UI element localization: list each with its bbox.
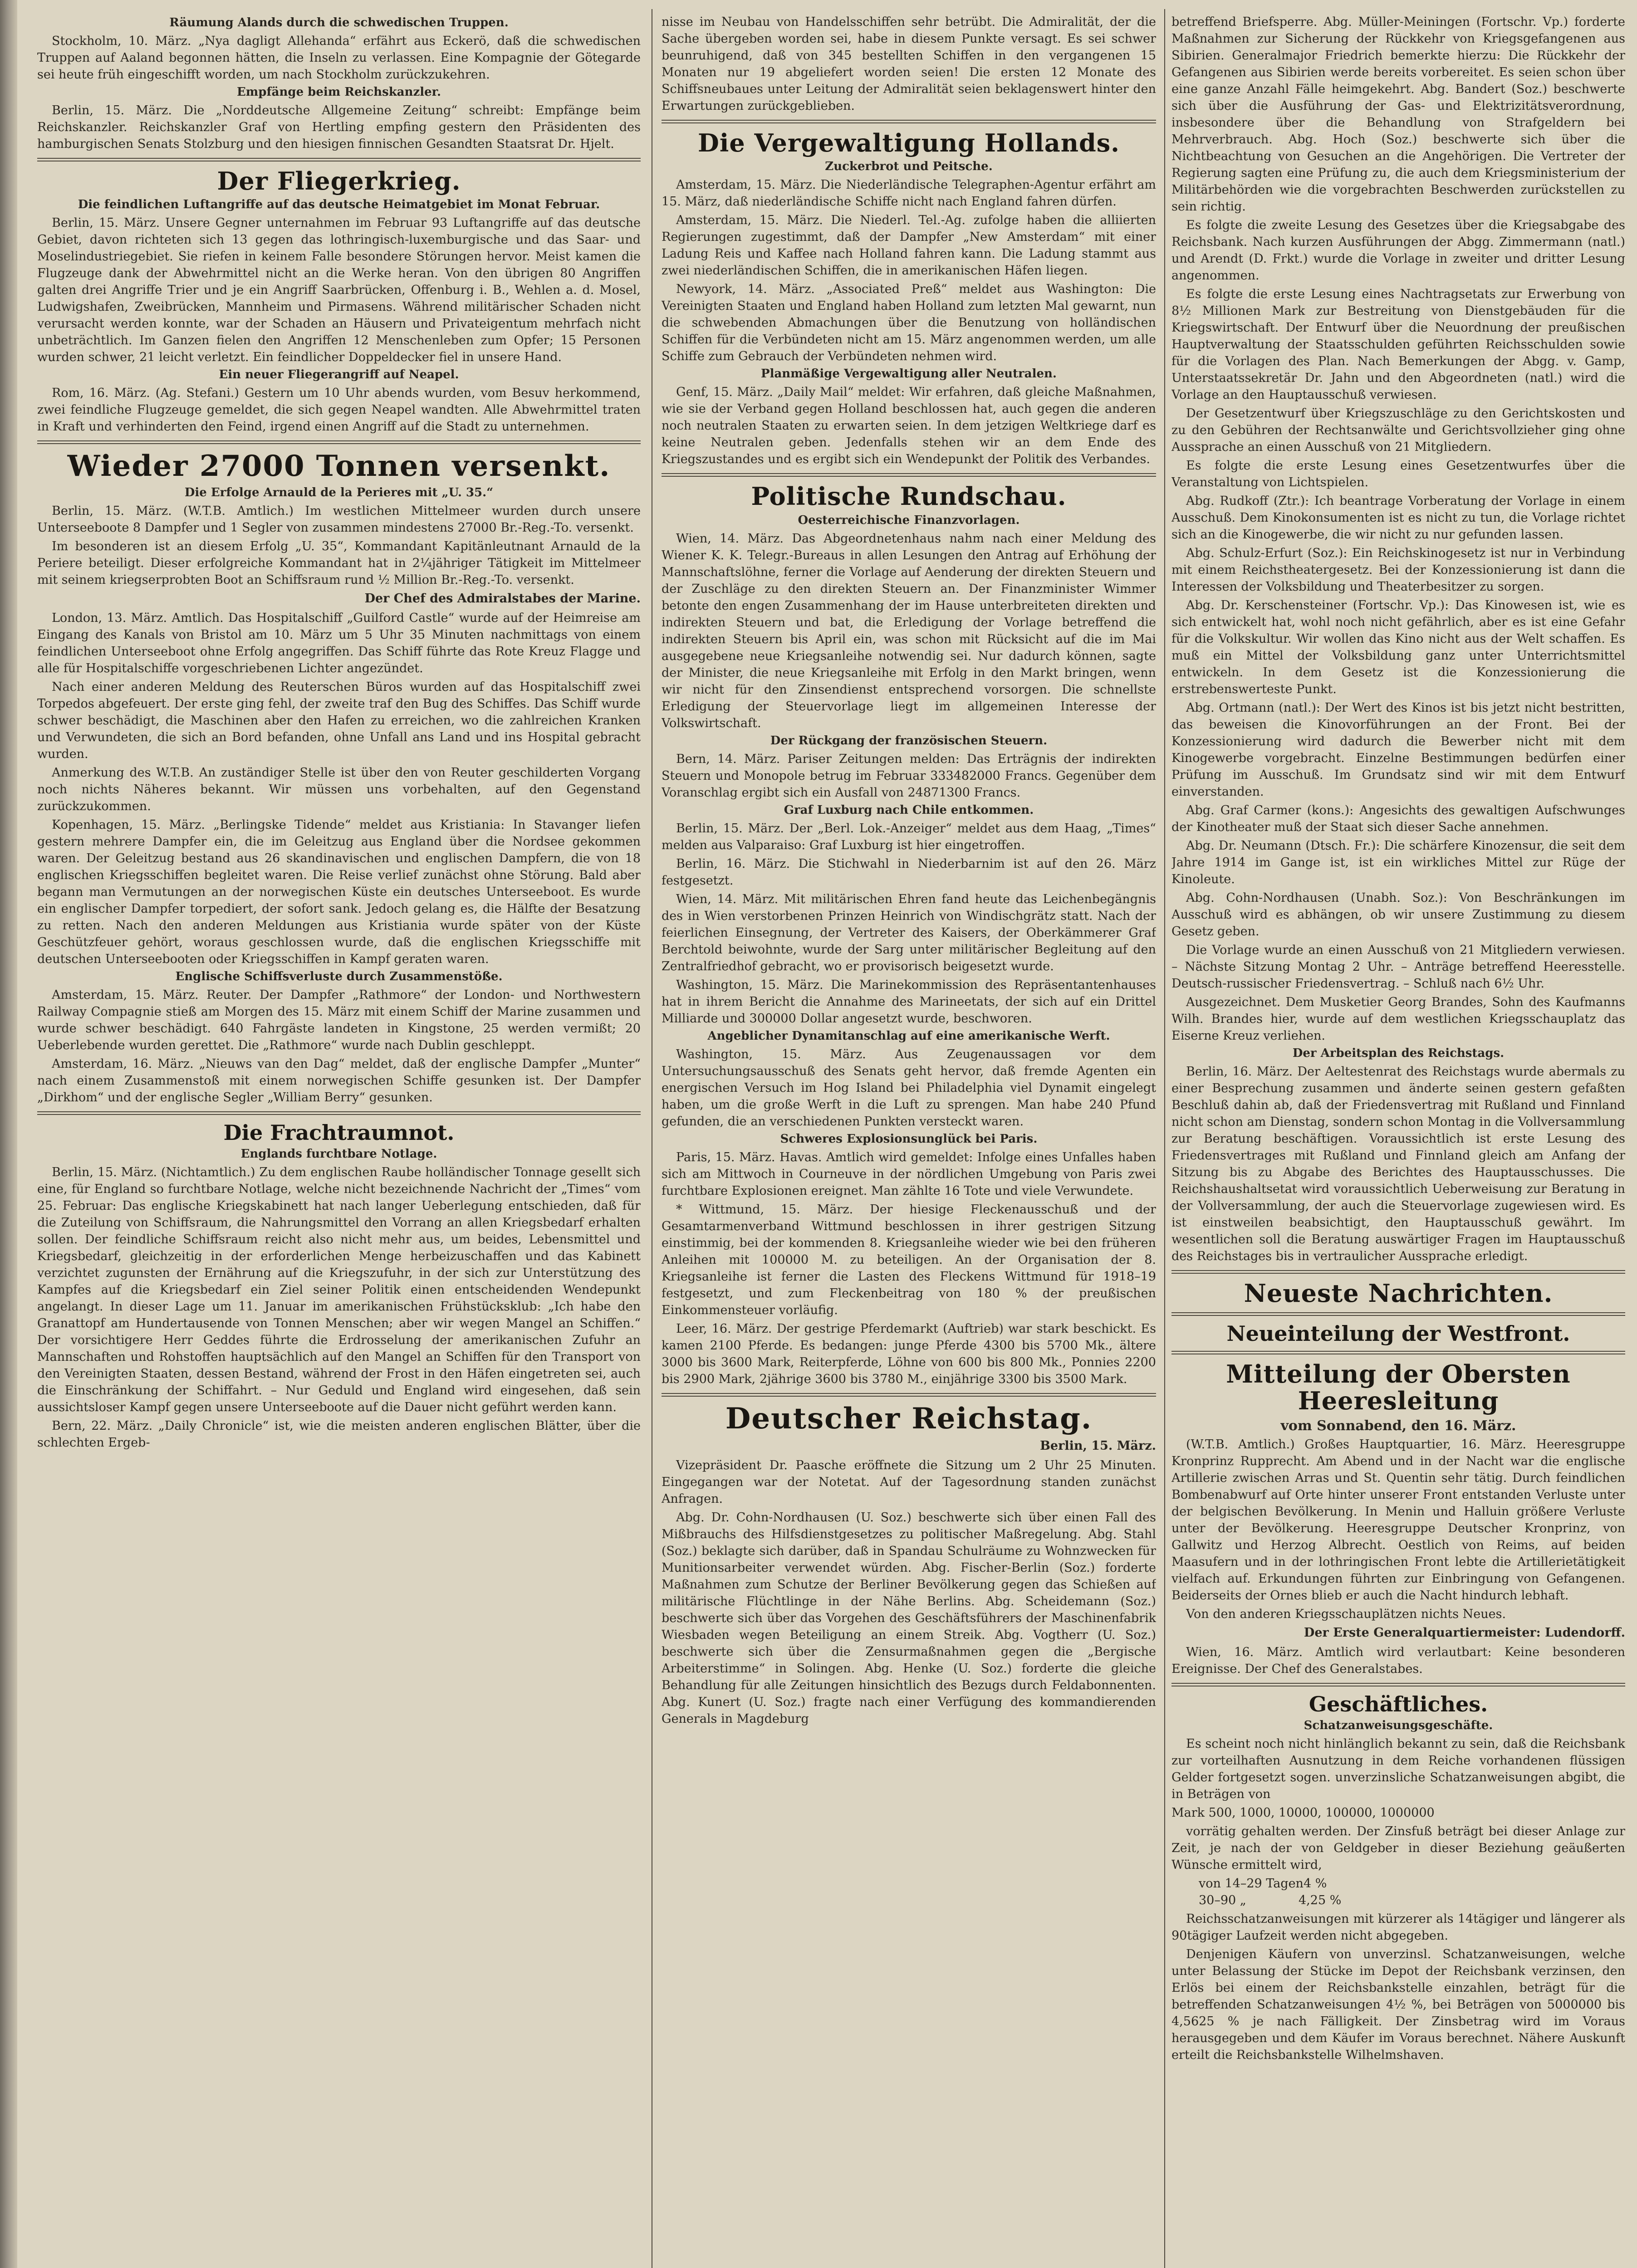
article-paragraph: Ausgezeichnet. Dem Musketier Georg Brandes, Sohn des Kaufmanns Wilh. Brandes hier, wurde auf dem westlichen Kriegsschauplatz das Eiserne Kreuz verliehen.: [1171, 995, 1625, 1043]
article-paragraph: Newyork, 14. März. „Associated Preß“ meldet aus Washington: Die Vereinigten Staaten und England haben Holland zum letzten Mal gewarnt, nun die schwebenden Abmachungen über die Benutzung von holländischen Schiffen für die Verbündeten nicht am 15. März angenommen werden, um alle Schiffe zum Gebrauch der Verbündeten nehmen wird.: [662, 282, 1156, 364]
section-divider: [37, 440, 641, 444]
article-paragraph: Von den anderen Kriegsschauplätzen nichts Neues.: [1186, 1607, 1506, 1621]
section-divider: [1171, 1683, 1625, 1686]
article-headline: Mitteilung der Obersten Heeresleitung: [1226, 1359, 1571, 1416]
article-headline: Die Vergewaltigung Hollands.: [698, 128, 1120, 157]
article-paragraph: Bern, 22. März. „Daily Chronicle“ ist, wie die meisten anderen englischen Blätter, über die schlechten Ergeb-: [37, 1419, 641, 1450]
article-subheading: Schatzanweisungsgeschäfte.: [1304, 1719, 1493, 1733]
article-paragraph: vorrätig gehalten werden. Der Zinsfuß beträgt bei dieser Anlage zur Zeit, je nach der von Geldgeber in dieser Beziehung geäußerten Wünsche ermittelt wird,: [1171, 1824, 1625, 1872]
article-paragraph: Es scheint noch nicht hinlänglich bekannt zu sein, daß die Reichsbank zur vorteilhaften Ausnutzung in dem Reiche vorhandenen flüssigen Gelder fortgesetzt sogen. unverzinsliche Schatzanweisungen abgibt, die in Beträgen von: [1171, 1737, 1625, 1802]
article-paragraph: Abg. Dr. Cohn-Nordhausen (U. Soz.) beschwerte sich über einen Fall des Mißbrauchs des Hilfsdienstgesetzes zu politischer Maßregelung. Abg. Stahl (Soz.) beklagte sich darüber, daß in Spandau Schulräume zu Wohnzwecken für Munitionsarbeiter verwendet würden. Abg. Fischer-Berlin (Soz.) forderte Maßnahmen zum Schutze der Berliner Bevölkerung gegen das Schießen auf militärische Flüchtlinge in der Nähe Berlins. Abg. Scheidemann (Soz.) beschwerte sich über das Vorgehen des Geschäftsführers der Maschinenfabrik Wiesbaden wegen Beteiligung an einem Streik. Abg. Vogtherr (U. Soz.) beschwerte sich über die Zensurmaßnahmen gegen die „Bergische Arbeiterstimme“ in Solingen. Abg. Henke (U. Soz.) forderte die gleiche Behandlung für alle Zeitungen hinsichtlich des Bezugs durch Feldabonnenten. Abg. Kunert (U. Soz.) fragte nach einer Verfügung des kommandierenden Generals in Magdeburg: [662, 1510, 1156, 1726]
article-paragraph: Amsterdam, 15. März. Die Niederländische Telegraphen-Agentur erfährt am 15. März, daß niederländische Schiffe nicht nach England fahren dürfen.: [662, 178, 1156, 209]
column-2: [662, 14, 1156, 2268]
article-subheading: Ein neuer Fliegerangriff auf Neapel.: [219, 368, 459, 382]
rate-term: von 14–29 Tagen: [1199, 1877, 1304, 1891]
article-paragraph: betreffend Briefsperre. Abg. Müller-Meiningen (Fortschr. Vp.) forderte Maßnahmen zur Sicherung der Rückkehr von Kriegsgefangenen aus Sibirien. Generalmajor Friedrich bemerkte hierzu: Die Rückkehr der Gefangenen aus Sibirien werde bereits vorbereitet. Es seien schon über eine ganze Anzahl Fälle heimgekehrt. Abg. Bandert (Soz.) beschwerte sich über die Ausführung der Gas- und Elektrizitätsverordnung, insbesondere über die Behandlung von Strafgeldern bei Mehrverbrauch. Abg. Hoch (Soz.) beschwerte sich über die Nichtbeachtung von Gesuchen an die Angehörigen. Die Vertreter der Regierung sagten eine Prüfung zu, die auch dem Kriegsministerium der Militärbehörden wie die vorgebrachten Beschwerden zurückstellen zu sein richtig.: [1171, 15, 1625, 214]
article-paragraph: Wien, 14. März. Mit militärischen Ehren fand heute das Leichenbegängnis des in Wien verstorbenen Prinzen Heinrich von Windischgrätz statt. Nach der feierlichen Einsegnung, der Vertreter des Kaisers, der Oberkämmerer Graf Berchtold beiwohnte, wurde der Sarg unter militärischer Begleitung auf den Zentralfriedhof gebracht, wo er provisorisch beigesetzt wurde.: [662, 892, 1156, 973]
interest-rate-row: [1199, 1892, 1625, 1909]
article-paragraph: Es folgte die erste Lesung eines Nachtragsetats zur Erwerbung von 8½ Millionen Mark zur Bestreitung von Dienstgebäuden für die Kriegswirtschaft. Der Entwurf über die Neuordnung der preußischen Hauptverwaltung der Staatsschulden geführten Reichsschulden sowie für die Vorlagen des Plan. Nach Bemerkungen der Abgg. v. Gamp, Unterstaatssekretär Dr. Jahn und den Abgeordneten (natl.) wird die Vorlage an den Hauptausschuß verwiesen.: [1171, 287, 1625, 402]
article-paragraph: Im besonderen ist an diesem Erfolg „U. 35“, Kommandant Kapitänleutnant Arnauld de la Periere beteiligt. Dieser erfolgreiche Kommandant hat in 2¼jähriger Tätigkeit im Mittelmeer mit seinem kriegserprobten Boot an Schiffsraum rund ½ Million Br.-Reg.-To. versenkt.: [37, 539, 641, 587]
article-paragraph: Berlin, 15. März. (Nichtamtlich.) Zu dem englischen Raube holländischer Tonnage gesellt sich eine, für England so furchtbare Notlage, welche nicht bezeichnende Nachricht der „Times“ vom 25. Februar: Das englische Kriegskabinett hat nach langer Ueberlegung entschieden, daß für die Zuteilung von Schiffsraum, die Nahrungsmittel den Vorrang an allen Kriegsbedarf erhalten sollen. Der feindliche Schiffsraum reicht also nicht mehr aus, um beides, Lebensmittel und Kriegsbedarf, gleichzeitig in der erforderlichen Menge herbeizuschaffen und das Kabinett verzichtet zugunsten der Ernährung auf die Kriegszufuhr, in der sich zur Unterstützung des Kampfes auf die Kriegsbedarf ein Ziel seiner Politik einen entscheidenden Wendepunkt angelangt. In dieser Lage um 11. Januar im amerikanischen Frühstücksklub: „Ich habe den Granattopf am Hundertausende von Tonnen Menschen; aber wir wegen Mangel an Schiffen.“ Der vorsichtigere Herr Geddes führte die Erdrosselung der amerikanischen Zufuhr an Mannschaften und Rohstoffen hauptsächlich auf den Mangel an Schiffen für den Transport von den Vereinigten Staaten, dessen Bestand, während der Frost in den Häfen eingetreten sei, auch die Einschränkung der Schiffahrt. – Nur Geduld und England wird eingesehen, daß sein aussichtsloser Kampf gegen unsere Unterseeboote auf die Dauer nicht geführt werden kann.: [37, 1165, 641, 1415]
article-paragraph: Berlin, 15. März. Der „Berl. Lok.-Anzeiger“ meldet aus dem Haag, „Times“ melden aus Valparaiso: Graf Luxburg ist hier eingetroffen.: [662, 821, 1156, 852]
article-paragraph: Berlin, 15. März. Unsere Gegner unternahmen im Februar 93 Luftangriffe auf das deutsche Gebiet, davon richteten sich 13 gegen das lothringisch-luxemburgische und das Saar- und Moselindustriegebiet. Sie riefen in keinem Falle besondere Störungen hervor. Meist kamen die Flugzeuge dank der Abwehrmittel nicht an die Werke heran. Von den übrigen 80 Angriffen galten drei Angriffe Trier und je ein Angriff Saarbrücken, Offenburg i. B., Wehlen a. d. Mosel, Ludwigshafen, Zweibrücken, Mannheim und Pirmasens. Während militärischer Schaden nicht verursacht werden konnte, war der Schaden an Häusern und Privateigentum mehrfach nicht unbeträchtlich. Im Ganzen fielen den Angriffen 12 Menschenleben zum Opfer; 15 Personen wurden schwer, 21 leicht verletzt. Ein feindlicher Doppeldecker fiel in unsere Hand.: [37, 216, 641, 365]
article-subheading: Der Arbeitsplan des Reichstags.: [1292, 1046, 1505, 1060]
article-subheading: Zuckerbrot und Peitsche.: [825, 160, 993, 174]
article-subheading: Die feindlichen Luftangriffe auf das deutsche Heimatgebiet im Monat Februar.: [78, 198, 600, 212]
article-paragraph: Leer, 16. März. Der gestrige Pferdemarkt (Auftrieb) war stark beschickt. Es kamen 2100 Pferde. Es bedangen: junge Pferde 4300 bis 5700 Mk., ältere 3000 bis 3600 Mark, Reiterpferde, Löhne von 600 bis 800 Mk., Ponnies 2200 bis 2900 Mark, 2jährige 3600 bis 3780 M., einjährige 3300 bis 3500 Mark.: [662, 1321, 1156, 1386]
article-paragraph: Washington, 15. März. Aus Zeugenaussagen vor dem Untersuchungsausschuß des Senats geht hervor, daß fremde Agenten ein energischen Versuch im Hog Island bei Philadelphia viel Dynamit eingelegt haben, um die große Werft in die Luft zu sprengen. Man habe 240 Pfund gefunden, die an verschiedenen Punkten versteckt waren.: [662, 1047, 1156, 1129]
article-paragraph: nisse im Neubau von Handelsschiffen sehr betrübt. Die Admiralität, der die Sache übergeben worden sei, habe in diesem Punkte versagt. Es sei schwer beunruhigend, daß von 345 bestellten Schiffen in den vergangenen 15 Monaten nur 19 abgeliefert worden seien! Die ersten 12 Monate des Schiffsneubaues unter Leitung der Admiralität seien beklagenswert hinter den Erwartungen zurückgeblieben.: [662, 15, 1156, 113]
interest-rate-table: [1199, 1875, 1625, 1909]
article-subheading: Der Rückgang der französischen Steuern.: [770, 733, 1048, 748]
article-paragraph: Paris, 15. März. Havas. Amtlich wird gemeldet: Infolge eines Unfalles haben sich am Mittwoch in Courneuve in der nördlichen Umgebung von Paris zwei furchtbare Explosionen ereignet. Man zählte 16 Tote und viele Verwundete.: [662, 1150, 1156, 1198]
article-headline: Neueinteilung der Westfront.: [1226, 1321, 1570, 1346]
article-paragraph: Amsterdam, 15. März. Reuter. Der Dampfer „Rathmore“ der London- und Northwestern Railway Compagnie stieß am Morgen des 15. März mit einem Schiff der Marine zusammen und wurde schwer beschädigt. 640 Fahrgäste landeten in Kingstone, 25 werden vermißt; 20 Ueberlebende wurden gerettet. Die „Rathmore“ wurde nach Dublin geschleppt.: [37, 987, 641, 1052]
article-headline: Neueste Nachrichten.: [1244, 1279, 1553, 1308]
article-subheading: Die Erfolge Arnauld de la Perieres mit „U. 35.“: [184, 485, 494, 499]
article-subheading: Schweres Explosionsunglück bei Paris.: [780, 1132, 1038, 1146]
article-subheading: Räumung Alands durch die schwedischen Truppen.: [169, 16, 509, 29]
article-paragraph: Der Gesetzentwurf über Kriegszuschläge zu den Gerichtskosten und zu den Gebühren der Rechtsanwälte und Gerichtsvollzieher ging ohne Aussprache an einen Ausschuß von 21 Mitgliedern.: [1171, 406, 1625, 454]
article-kicker: vom Sonnabend, den 16. März.: [1280, 1418, 1516, 1434]
book-binding-edge: [0, 0, 17, 2268]
article-paragraph: London, 13. März. Amtlich. Das Hospitalschiff „Guilford Castle“ wurde auf der Heimreise am Eingang des Kanals von Bristol am 10. März um 5 Uhr 35 Minuten nachmittags von einem feindlichen Unterseeboot ohne Erfolg angegriffen. Das Schiff führte das Rote Kreuz Flagge und alle für Hospitalschiffe vorgeschriebenen Lichter angezündet.: [37, 611, 641, 675]
article-paragraph: (W.T.B. Amtlich.) Großes Hauptquartier, 16. März. Heeresgruppe Kronprinz Rupprecht. Am Abend und in der Nacht war die englische Artillerie zwischen Arras und St. Quentin sehr tätig. Durch feindlichen Bombenabwurf auf Orte hinter unserer Front entstanden Verluste unter der belgischen Bevölkerung. In Menin und Halluin größere Verluste unter der Bevölkerung. Heeresgruppe Deutscher Kronprinz, von Gallwitz und Herzog Albrecht. Oestlich von Reims, auf beiden Maasufern und in der lothringischen Front lebte die Artillerietätigkeit vielfach auf. Erkundungen führten zur Einbringung von Gefangenen. Beiderseits der Ornes blieb er auch die Nacht hindurch lebhaft.: [1171, 1437, 1625, 1603]
article-paragraph: Berlin, 16. März. Die Stichwahl in Niederbarnim ist auf den 26. März festgesetzt.: [662, 856, 1156, 888]
article-paragraph: Abg. Rudkoff (Ztr.): Ich beantrage Vorberatung der Vorlage in einem Ausschuß. Dem Kinokonsumenten ist es nicht zu tun, die Vorlage richtet sich an die Kinogewerbe, die wir nicht zu nur gefunden lassen.: [1171, 494, 1625, 542]
section-divider: [662, 473, 1156, 477]
article-paragraph: Reichsschatzanweisungen mit kürzerer als 14tägiger und längerer als 90tägiger Laufzeit werden nicht abgegeben.: [1171, 1912, 1625, 1943]
section-divider: [662, 120, 1156, 123]
article-paragraph: Berlin, 15. März. Die „Norddeutsche Allgemeine Zeitung“ schreibt: Empfänge beim Reichskanzler. Reichskanzler Graf von Hertling empfing gestern den Präsidenten des hamburgischen Senats Stolzburg und den hiesigen finnischen Gesandten Staatsrat Dr. Hjelt.: [37, 103, 641, 151]
article-paragraph: Denjenigen Käufern von unverzinsl. Schatzanweisungen, welche unter Belassung der Stücke im Depot der Reichsbank verzinsen, den Erlös bei einem der Reichsbankstelle einzahlen, beträgt für die betreffenden Schatzanweisungen 4½ %, bei Beträgen von 5000000 bis 4,5625 % je nach Fälligkeit. Der Zinsbetrag wird im Voraus herausgegeben und dem Käufer im Voraus berechnet. Nähere Auskunft erteilt die Reichsbankstelle Wilhelmshaven.: [1171, 1947, 1625, 2063]
section-divider: [1171, 1270, 1625, 1274]
article-paragraph: Wien, 14. März. Das Abgeordnetenhaus nahm nach einer Meldung des Wiener K. K. Telegr.-Bureaus in allen Lesungen den Antrag auf Erhöhung der Mannschaftslöhne, ferner die Vorlage auf Aenderung der direkten Steuern und der Zuschläge zu den direkten Steuern an. Der Finanzminister Wimmer betonte den engen Zusammenhang der im Hause unterbreiteten direkten und indirekten Steuern und bat, die Erledigung der Vorlage betreffend die indirekten Steuern bis April ein, was schon mit Rücksicht auf die im Mai ausgegebene neue Kriegsanleihe notwendig sei. Nur dadurch können, sagte der Minister, die neue Kriegsanleihe mit Erfolg in den Markt bringen, wenn wir nicht für den Zinsendienst entsprechend vorsorgen. Die schnellste Erledigung der Steuervorlage liegt im allgemeinen Interesse der Volkswirtschaft.: [662, 531, 1156, 730]
article-subheading: Planmäßige Vergewaltigung aller Neutralen.: [761, 367, 1057, 381]
article-headline: Wieder 27000 Tonnen versenkt.: [67, 449, 611, 484]
rate-value: 4,25 %: [1299, 1893, 1342, 1908]
section-divider: [1171, 1351, 1625, 1354]
section-divider: [37, 1111, 641, 1115]
article-paragraph: Abg. Schulz-Erfurt (Soz.): Ein Reichskinogesetz ist nur in Verbindung mit einem Reichstheatergesetz. Bei der Konzessionierung ist dann die Interessen der Volksbildung und Theaterbesitzer zu sorgen.: [1171, 546, 1625, 594]
column-3: [1171, 14, 1625, 2268]
article-headline: Deutscher Reichstag.: [725, 1401, 1093, 1436]
article-paragraph: Stockholm, 10. März. „Nya dagligt Allehanda“ erfährt aus Eckerö, daß die schwedischen Truppen auf Aaland begonnen hätten, die Inseln zu verlassen. Eine Kompagnie der Götegarde sei heute früh eingeschifft worden, um nach Stockholm zurückzukehren.: [37, 34, 641, 82]
article-paragraph: Abg. Graf Carmer (kons.): Angesichts des gewaltigen Aufschwunges der Kinotheater muß der Staat sich dieser Sache annehmen.: [1171, 803, 1625, 834]
article-paragraph: Mark 500, 1000, 10000, 100000, 1000000: [1171, 1806, 1435, 1820]
article-paragraph: Bern, 14. März. Pariser Zeitungen melden: Das Erträgnis der indirekten Steuern und Monopole betrug im Februar 333482000 Francs. Gegenüber dem Voranschlag ergibt sich ein Ausfall von 24871300 Francs.: [662, 752, 1156, 800]
article-paragraph: Anmerkung des W.T.B. An zuständiger Stelle ist über den von Reuter geschilderten Vorgang noch nichts Näheres bekannt. Wir müssen uns vorbehalten, auf den Gegenstand zurückzukommen.: [37, 765, 641, 813]
column-1: [37, 14, 641, 2268]
article-signature: Berlin, 15. März.: [1040, 1439, 1156, 1453]
article-subheading: Angeblicher Dynamitanschlag auf eine amerikanische Werft.: [707, 1029, 1110, 1043]
article-signature: Der Chef des Admiralstabes der Marine.: [364, 591, 641, 606]
article-paragraph: Rom, 16. März. (Ag. Stefani.) Gestern um 10 Uhr abends wurden, vom Besuv herkommend, zwei feindliche Flugzeuge gemeldet, die sich gegen Neapel wandten. Alle Abwehrmittel traten in Kraft und verhinderten den Feind, irgend einen Angriff auf die Stadt zu unternehmen.: [37, 386, 641, 434]
article-paragraph: Washington, 15. März. Die Marinekommission des Repräsentantenhauses hat in ihrem Bericht die Annahme des Marineetats, der sich auf ein Drittel Milliarde und 300000 Dollar angesetzt wurde, beschworen.: [662, 978, 1156, 1026]
article-subheading: Oesterreichische Finanzvorlagen.: [798, 513, 1020, 527]
article-paragraph: Wien, 16. März. Amtlich wird verlautbart: Keine besonderen Ereignisse. Der Chef des Generalstabes.: [1171, 1645, 1625, 1676]
article-paragraph: Kopenhagen, 15. März. „Berlingske Tidende“ meldet aus Kristiania: In Stavanger liefen gestern mehrere Dampfer ein, die im Geleitzug aus England über die Nordsee gekommen waren. Der Geleitzug bestand aus 26 skandinavischen und englischen Dampfern, die von 18 englischen Kriegsschiffen begleitet waren. Die Reise verlief zunächst ohne Störung. Bald aber begann man Vermutungen an der norwegischen Küste ein deutsches Unterseeboot. Es wurde ein englischer Dampfer torpediert, der sofort sank. Jedoch gelang es, die Hälfte der Besatzung zu retten. Nach den anderen Meldungen aus Kristiania wurde später von der Küste Geschützfeuer gehört, woraus geschlossen wurde, daß die englischen Kriegsschiffe mit deutschen Unterseebooten oder Kriegsschiffen in Kampf geraten waren.: [37, 817, 641, 966]
article-headline: Der Fliegerkrieg.: [217, 166, 461, 196]
interest-rate-row: [1199, 1875, 1625, 1892]
article-paragraph: Abg. Dr. Kerschensteiner (Fortschr. Vp.): Das Kinowesen ist, wie es sich entwickelt hat, wohl noch nicht gefährlich, aber es ist eine Gefahr für die Volkskultur. Wir wollen das Kino nicht aus der Welt schaffen. Es muß ein Mittel der Volksbildung ganz unter Unterrichtsmittel entwickeln. In dem Gesetz ist die Konzessionierung die erstrebenswerteste Punkt.: [1171, 598, 1625, 696]
article-paragraph: Berlin, 16. März. Der Aeltestenrat des Reichstags wurde abermals zu einer Besprechung zusammen und änderte seinen gestern gefaßten Beschluß dahin ab, daß der Friedensvertrag mit Rußland und Finnland nicht schon am Dienstag, sondern schon Montag in die Vollversammlung zur Beratung beschäftigen. Voraussichtlich ist erste Lesung des Friedensvertrages mit Rußland und Finnland gleich am Anfang der Sitzung bis zu Abgabe des Berichtes des Hauptausschusses. Die Reichshaushaltsetat wird voraussichtlich Ueberweisung zur Beratung in der Vollversammlung, der auch die Steuervorlage zugewiesen wird. Es ist einstweilen beabsichtigt, den Hauptausschuß gewährt. Im wesentlichen soll die Beratung auswärtiger Fragen im Hauptausschuß des Reichstages bis in vertraulicher Aussprache erledigt.: [1171, 1065, 1625, 1263]
article-paragraph: Es folgte die zweite Lesung des Gesetzes über die Kriegsabgabe des Reichsbank. Nach kurzen Ausführungen der Abgg. Zimmermann (natl.) und Arendt (D. Frkt.) wurde die Vorlage in zweiter und dritter Lesung angenommen.: [1171, 218, 1625, 283]
article-paragraph: * Wittmund, 15. März. Der hiesige Fleckenausschuß und der Gesamtarmenverband Wittmund beschlossen in ihrer gestrigen Sitzung einstimmig, bei der kommenden 8. Kriegsanleihe wieder wie bei den früheren Anleihen mit 100000 M. zu beteiligen. An der Organisation der 8. Kriegsanleihe ist ferner die Lasten des Fleckens Wittmund für 1918–19 festgesetzt, und zum Fleckenbeitrag von 180 % der preußischen Einkommensteuer vorläufig.: [662, 1202, 1156, 1317]
article-paragraph: Amsterdam, 15. März. Die Niederl. Tel.-Ag. zufolge haben die alliierten Regierungen zugestimmt, daß der Dampfer „New Amsterdam“ mit einer Ladung Reis und Kaffee nach Holland fahren kann. Die Ladung stammt aus zwei niederländischen Schiffen, die in amerikanischen Häfen liegen.: [662, 213, 1156, 278]
article-paragraph: Berlin, 15. März. (W.T.B. Amtlich.) Im westlichen Mittelmeer wurden durch unsere Unterseeboote 8 Dampfer und 1 Segler von zusammen mindestens 27000 Br.-Reg.-To. versenkt.: [37, 503, 641, 535]
article-paragraph: Genf, 15. März. „Daily Mail“ meldet: Wir erfahren, daß gleiche Maßnahmen, wie sie der Verband gegen Holland beschlossen hat, auch gegen die anderen noch neutralen Staaten zu erwarten seien. In dem jetzigen Weltkriege darf es keine Neutralen geben. Jedenfalls stehen wir an dem Ende des Kriegszustandes und es ergibt sich ein Wendepunkt der Politik des Verbandes.: [662, 385, 1156, 467]
article-subheading: Empfänge beim Reichskanzler.: [236, 85, 441, 99]
rate-term: 30–90 „: [1199, 1893, 1246, 1908]
article-paragraph: Nach einer anderen Meldung des Reuterschen Büros wurden auf das Hospitalschiff zwei Torpedos abgefeuert. Der erste ging fehl, der zweite traf den Bug des Schiffes. Das Schiff wurde schwer beschädigt, die Maschinen aber den Hafen zu erreichen, wo die zahlreichen Kranken und Verwundeten, die sich an Bord befanden, ohne Unfall ans Land und ins Hospital gebracht wurden.: [37, 679, 641, 761]
article-paragraph: Amsterdam, 16. März. „Nieuws van den Dag“ meldet, daß der englische Dampfer „Munter“ nach einem Zusammenstoß mit einem norwegischen Schiffe gesunken ist. Der Dampfer „Dirkhom“ und der englische Segler „William Berry“ gesunken.: [37, 1056, 641, 1105]
rate-value: 4 %: [1303, 1877, 1327, 1891]
article-subheading: Englische Schiffsverluste durch Zusammenstöße.: [175, 969, 503, 983]
article-subheading: Englands furchtbare Notlage.: [240, 1147, 437, 1161]
article-paragraph: Abg. Dr. Neumann (Dtsch. Fr.): Die schärfere Kinozensur, die seit dem Jahre 1914 im Gange ist, ist ein wirkliches Mittel zur Rüge der Kinoleute.: [1171, 839, 1625, 886]
article-paragraph: Vizepräsident Dr. Paasche eröffnete die Sitzung um 2 Uhr 25 Minuten. Eingegangen war der Notetat. Auf der Tagesordnung standen zunächst Anfragen.: [662, 1458, 1156, 1506]
section-divider: [662, 1393, 1156, 1397]
article-signature: Der Erste Generalquartiermeister: Ludendorff.: [1304, 1625, 1625, 1640]
article-headline: Die Frachtraumnot.: [223, 1120, 455, 1145]
article-subheading: Graf Luxburg nach Chile entkommen.: [784, 803, 1034, 817]
article-paragraph: Abg. Ortmann (natl.): Der Wert des Kinos ist bis jetzt nicht bestritten, das beweisen die Kinovorführungen an der Front. Bei der Konzessionierung wird dadurch die Bewerber nicht mit dem Kinogewerbe vorgebracht. Einzelne Bestimmungen bedürfen einer Prüfung im Ausschuß. Im Grundsatz sind wir mit dem Entwurf einverstanden.: [1171, 701, 1625, 799]
article-paragraph: Abg. Cohn-Nordhausen (Unabh. Soz.): Von Beschränkungen im Ausschuß wird es abhängen, ob wir unsere Zustimmung zu diesem Gesetz geben.: [1171, 891, 1625, 938]
article-headline: Politische Rundschau.: [751, 482, 1067, 511]
article-paragraph: Die Vorlage wurde an einen Ausschuß von 21 Mitgliedern verwiesen. – Nächste Sitzung Montag 2 Uhr. – Anträge betreffend Heeresstelle. Deutsch-russischer Friedensvertrag. – Schluß nach 6½ Uhr.: [1171, 943, 1625, 991]
section-divider: [1171, 1312, 1625, 1316]
article-headline: Geschäftliches.: [1309, 1691, 1488, 1716]
section-divider: [37, 158, 641, 161]
article-paragraph: Es folgte die erste Lesung eines Gesetzentwurfes über die Veranstaltung von Lichtspielen.: [1171, 459, 1625, 489]
column-rule: [1164, 9, 1165, 2268]
